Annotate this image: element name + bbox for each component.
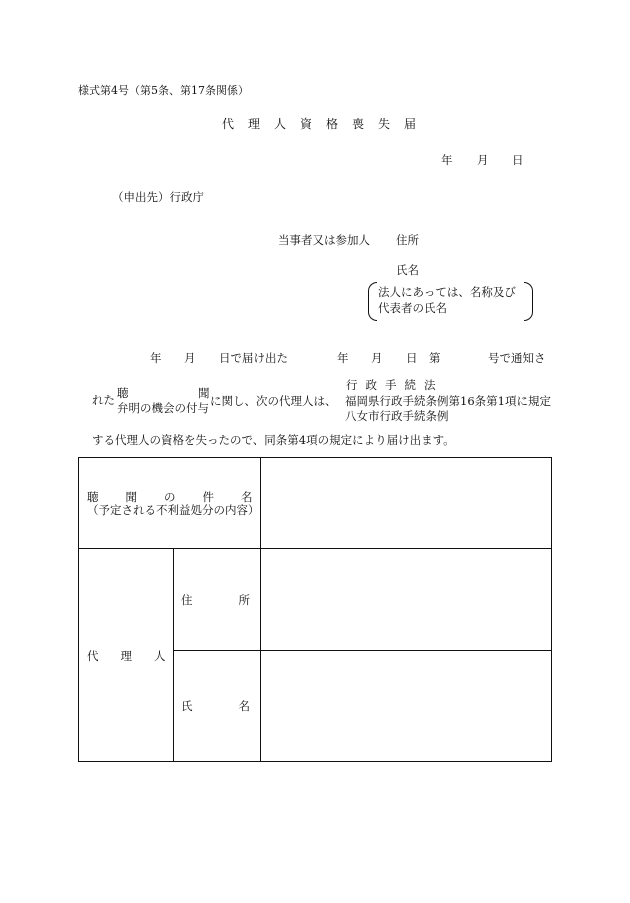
date-day: 日: [512, 153, 524, 167]
date-month: 月: [477, 153, 489, 167]
case-note: （予定される不利益処分の内容）: [87, 503, 260, 517]
choice-upper-1: 聴: [117, 386, 129, 400]
body-filed-day: 日で届け出た: [219, 351, 288, 365]
agent-label: 代理人: [87, 649, 188, 663]
body-notified: 号で通知さ: [488, 351, 546, 365]
case-label-text: 聴聞の件名: [87, 490, 280, 504]
applicant-role: 当事者又は参加人: [278, 233, 370, 247]
applicant-address-label: 住所: [396, 233, 419, 247]
law-upper: 行政手続法: [346, 378, 444, 392]
date-year: 年: [441, 153, 453, 167]
applicant-name-label: 氏名: [396, 263, 419, 277]
body-middle: に関し、次の代理人は、: [210, 394, 337, 408]
agent-table: [78, 457, 552, 762]
body-month: 月: [184, 351, 196, 365]
body-year2: 年: [337, 351, 349, 365]
closing-sentence: する代理人の資格を失ったので、同条第4項の規定により届け出ます。: [92, 433, 455, 447]
corporate-note-line2: 代表者の氏名: [378, 301, 447, 315]
recipient: （申出先）行政庁: [112, 190, 204, 204]
form-title: [222, 117, 431, 131]
body-year: 年: [150, 351, 162, 365]
table-row-divider-2: [173, 650, 551, 651]
law-middle: 福岡県行政手続条例第16条第1項に規定: [345, 394, 551, 408]
agent-name-label: 氏名: [181, 699, 296, 713]
body-month2: 月: [371, 351, 383, 365]
corporate-note-line1: 法人にあっては、名称及び: [378, 285, 516, 299]
form-number: 様式第4号（第5条、第17条関係）: [78, 84, 249, 97]
body-day2: 日: [406, 351, 418, 365]
form-title-text: 代理人資格喪失届: [222, 117, 431, 131]
note-right-bracket: [524, 282, 533, 321]
agent-address-label: 住所: [181, 593, 296, 607]
choice-upper-2: 聞: [198, 386, 210, 400]
note-left-bracket: [368, 282, 377, 321]
table-row-divider-1: [79, 548, 551, 549]
law-lower: 八女市行政手続条例: [345, 409, 449, 423]
body-dai: 第: [429, 351, 441, 365]
choice-lower: 弁明の機会の付与: [117, 401, 209, 415]
body-reta: れた: [92, 393, 115, 407]
